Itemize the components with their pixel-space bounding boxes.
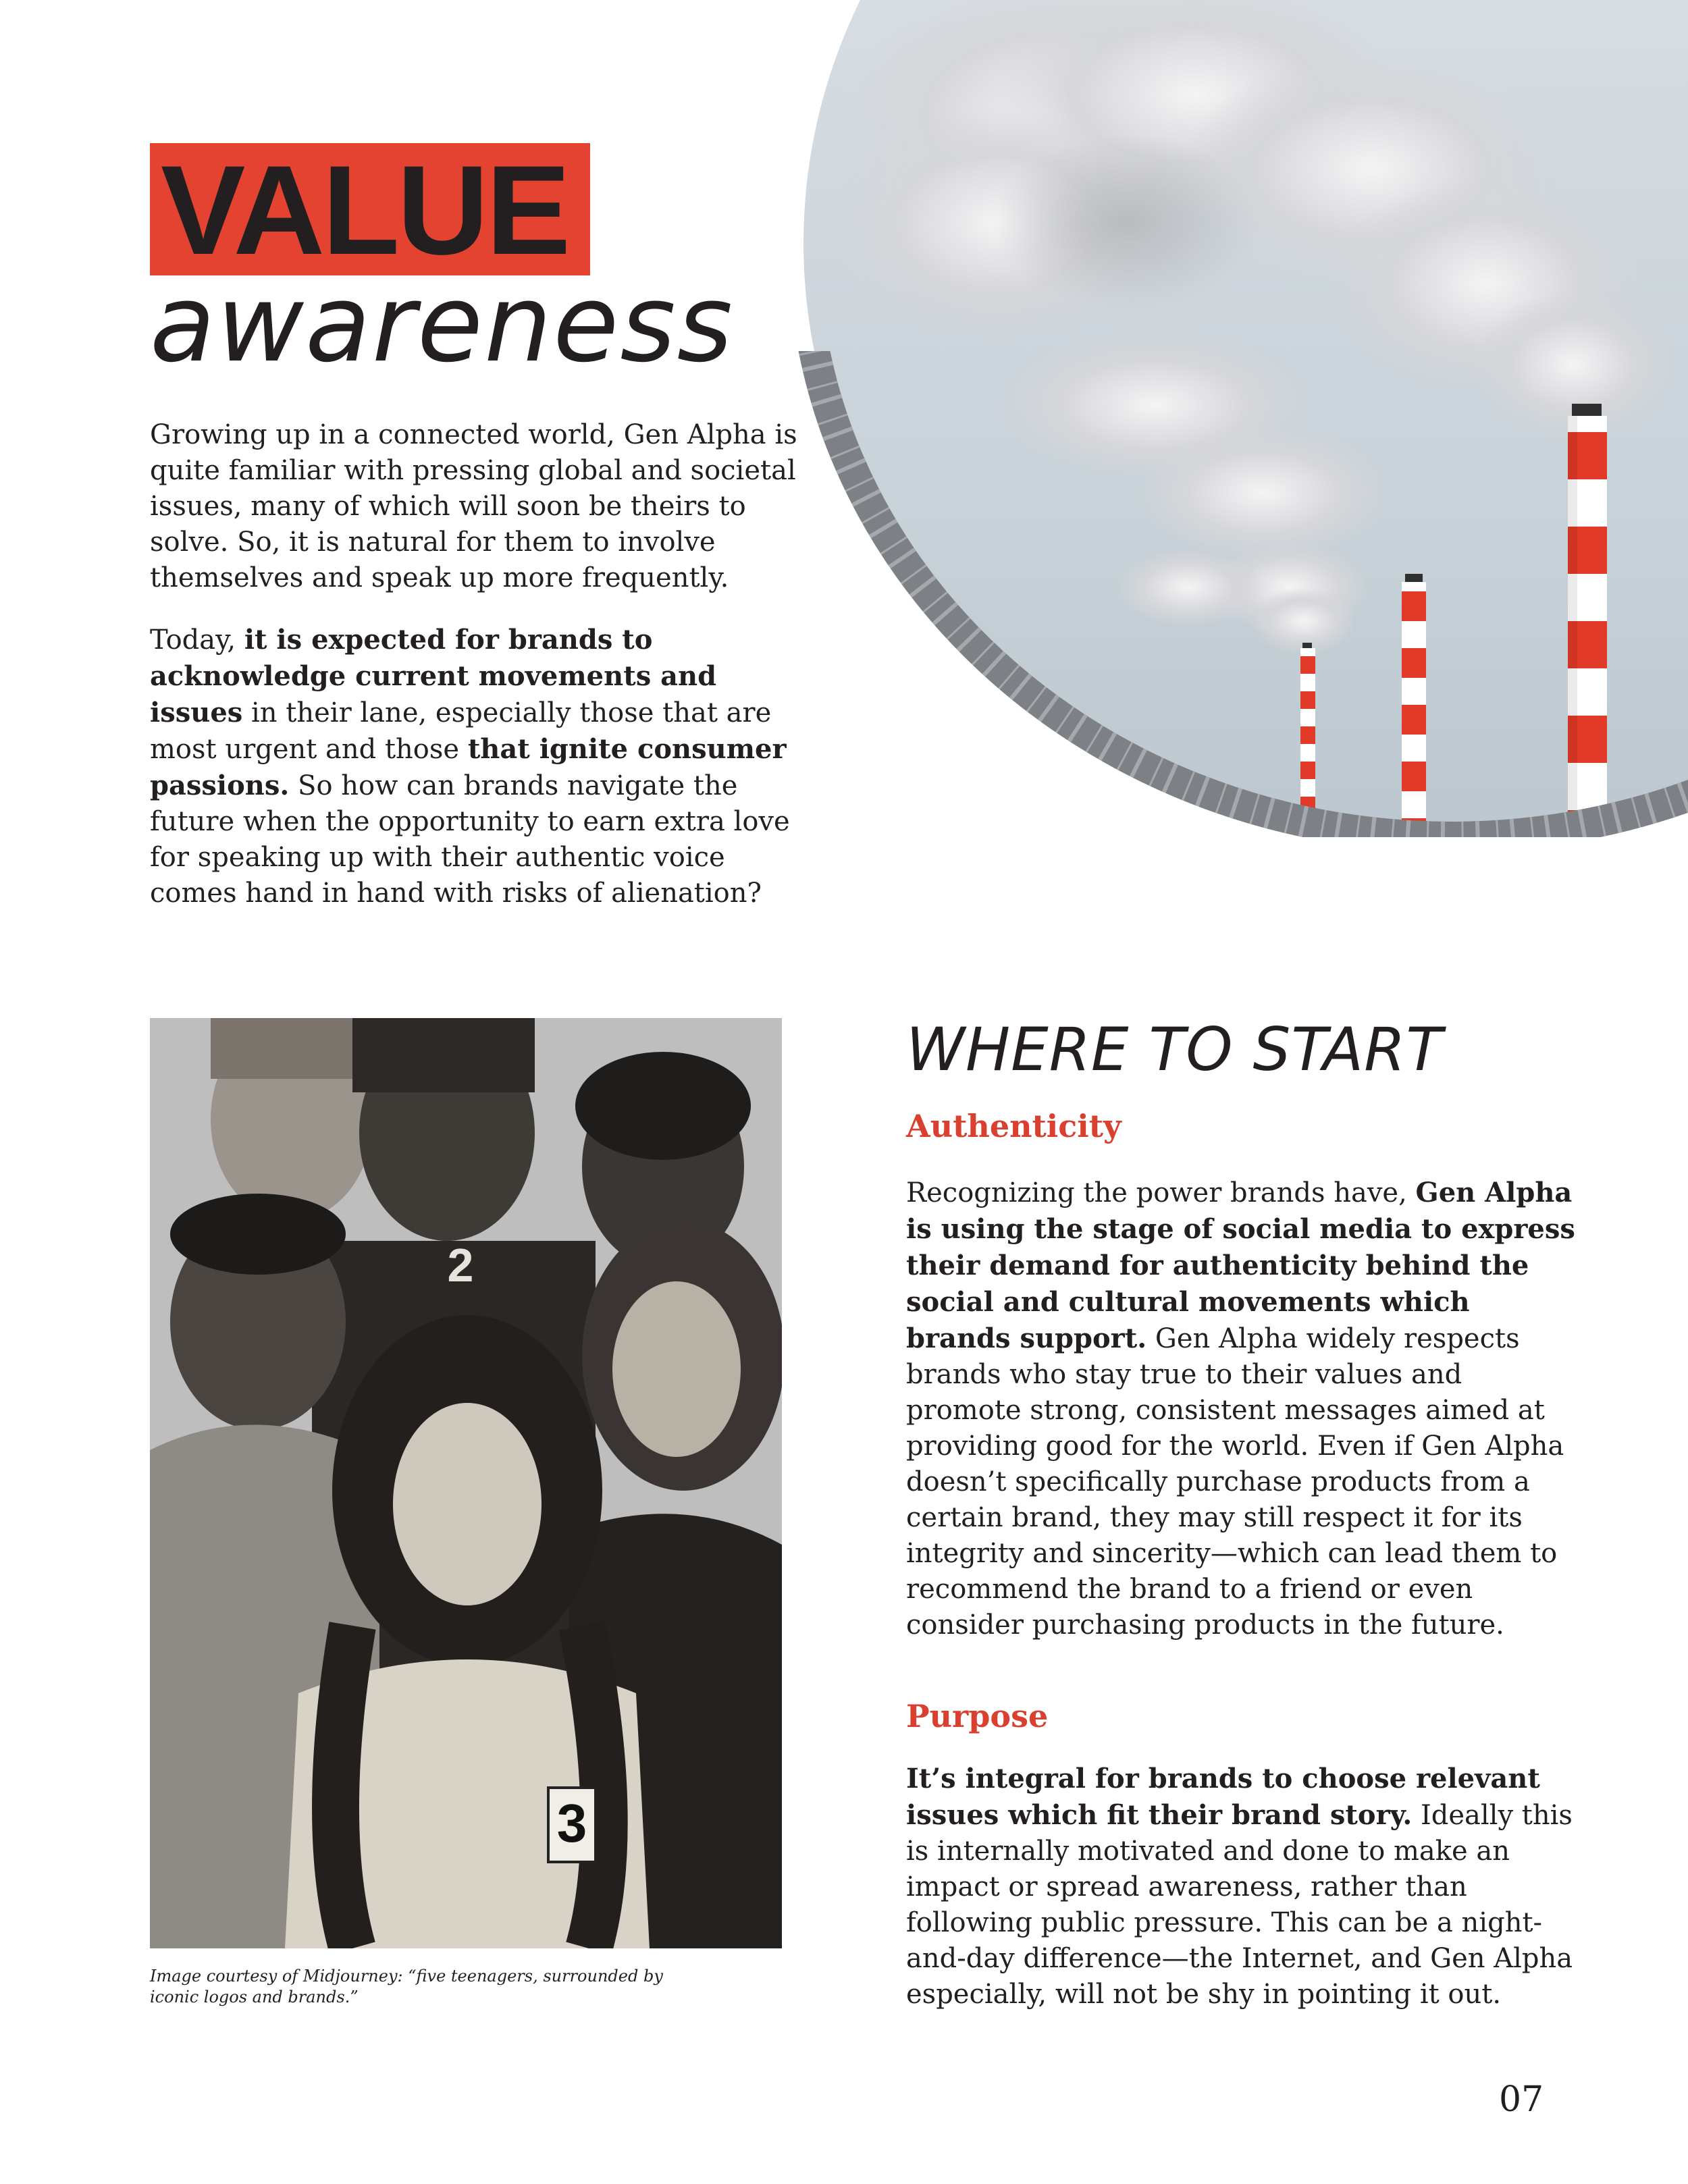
auth-bold: Gen Alpha is using the stage of social media to express their demand for authenticity behind the social and cultural movements which brands support. xyxy=(906,1177,1575,1354)
authenticity-heading: Authenticity xyxy=(906,1108,1122,1144)
authenticity-paragraph xyxy=(906,1175,1581,1643)
where-to-start-heading: WHERE TO START xyxy=(906,1015,1444,1084)
title-subtitle: awareness xyxy=(150,262,735,386)
auth-text-a: Recognizing the power brands have, xyxy=(906,1177,1416,1208)
intro-p2-bold-a: it is expected for brands to acknowledge current movements and issues xyxy=(150,624,717,728)
intro-paragraph-1: Growing up in a connected world, Gen Alpha is quite familiar with pressing global and societal issues, many of which will soon be theirs to solve. So, it is natural for them to involve themselves and speak up more frequently. xyxy=(150,419,797,593)
intro-p2-text-b: in their lane, especially those that are most urgent and those xyxy=(150,697,772,765)
teens-photo xyxy=(150,1018,782,1948)
auth-text-b: Gen Alpha widely respects brands who stay true to their values and promote strong, consistent messages aimed at providing good for the world. Even if Gen Alpha doesn’t specifically purchase products from a certain brand, they may still respect it for its integrity and sincerity—which can lead them to recommend the brand to a friend or even consider purchasing products in the future. xyxy=(906,1323,1564,1641)
page-number: 07 xyxy=(1499,2079,1544,2120)
intro-p2-bold-b: that ignite consumer passions. xyxy=(150,733,787,801)
intro-paragraph-2 xyxy=(150,622,798,911)
shirt-number: 3 xyxy=(556,1793,587,1853)
intro-text xyxy=(150,417,798,937)
purpose-paragraph xyxy=(906,1761,1581,2013)
title-value: VALUE xyxy=(161,139,569,281)
smokestack-image xyxy=(776,0,1688,837)
photo-caption: Image courtesy of Midjourney: “five teenagers, surrounded by iconic logos and brands.” xyxy=(150,1967,663,2006)
purp-text: Ideally this is internally motivated and done to make an impact or spread awareness, rather than following public pressure. This can be a night-and-day difference—the Internet, and Gen Alpha especially, will not be shy in pointing it out. xyxy=(906,1800,1573,2010)
intro-p2-text-a: Today, xyxy=(150,624,244,656)
purpose-heading: Purpose xyxy=(906,1698,1049,1734)
purp-bold: It’s integral for brands to choose relevant issues which fit their brand story. xyxy=(906,1763,1540,1831)
intro-p2-text-c: So how can brands navigate the future when the opportunity to earn extra love for speaking up with their authentic voice comes hand in hand with risks of alienation? xyxy=(150,770,790,909)
shirt-number-back: 2 xyxy=(447,1239,474,1291)
